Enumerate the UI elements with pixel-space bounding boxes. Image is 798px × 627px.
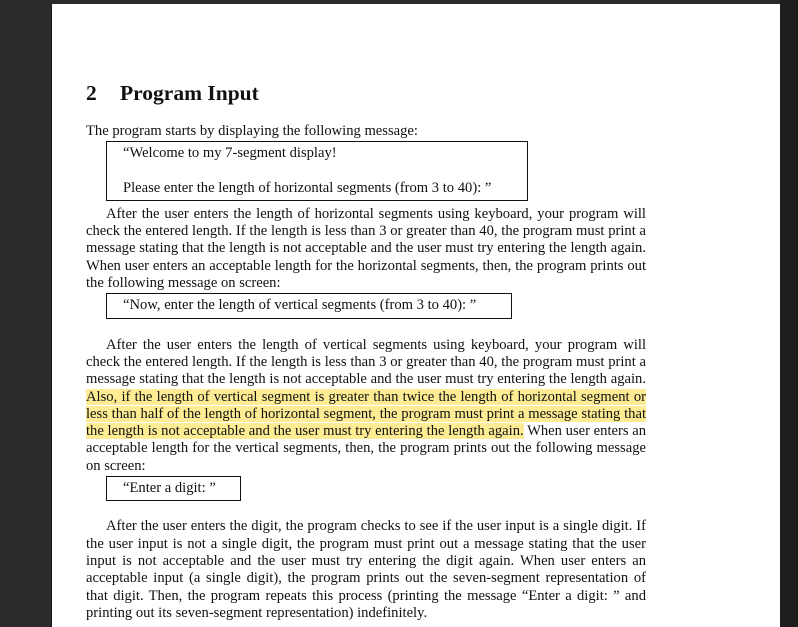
horizontal-paragraph: After the user enters the length of horizontal segments using keyboard, your program will check the entered length. If the length is less than 3 or greater than 40, the program must print a message stating that the length is not acceptable and the user must try entering the length again. When user enters an acceptable length for the horizontal segments, then, the program prints out the following message on screen: (86, 205, 646, 292)
intro-paragraph: The program starts by displaying the following message: (86, 123, 418, 139)
horizontal-prompt-line: Please enter the length of horizontal segments (from 3 to 40): ” (123, 179, 492, 196)
digit-prompt-box (106, 476, 241, 501)
section-heading (86, 80, 646, 106)
welcome-message-box (106, 141, 528, 201)
highlighted-text: Also, if the length of vertical segment is greater than twice the length of horizontal segment or less than half of the length of horizontal segment, the program must print a message stating that the length is not acceptable and the user must try entering the length again. (86, 388, 646, 440)
vertical-paragraph (86, 337, 646, 475)
scrollbar-track[interactable] (780, 0, 798, 627)
vertical-paragraph-text: After the user enters the length of vertical segments using keyboard, your program will check the entered length. If the length is less than 3 or greater than 40, the program must print a message stating that the length is not acceptable and the user must try entering the length again. (86, 336, 646, 388)
vertical-paragraph-text-end: When user enters an acceptable length for the vertical segments, then, the program prints out the following message on screen: (86, 423, 647, 474)
section-number: 2 (86, 81, 97, 105)
welcome-line: “Welcome to my 7-segment display! (123, 145, 337, 162)
section-title: Program Input (120, 81, 259, 105)
digit-prompt-line: “Enter a digit: ” (123, 480, 216, 497)
vertical-prompt-box (106, 293, 512, 318)
digit-paragraph: After the user enters the digit, the program checks to see if the user input is a single digit. If the user input is not a single digit, the program must print out a message stating that the user input is not acceptable and the user must try entering the digit again. When user enters an acceptable input (a single digit), the program prints out the seven-segment representation of that digit. Then, the program repeats this process (printing the message “Enter a digit: ” and printing out its seven-segment representation) indefinitely. (86, 518, 646, 621)
document-content (86, 80, 646, 622)
vertical-prompt-line: “Now, enter the length of vertical segments (from 3 to 40): ” (123, 297, 477, 314)
